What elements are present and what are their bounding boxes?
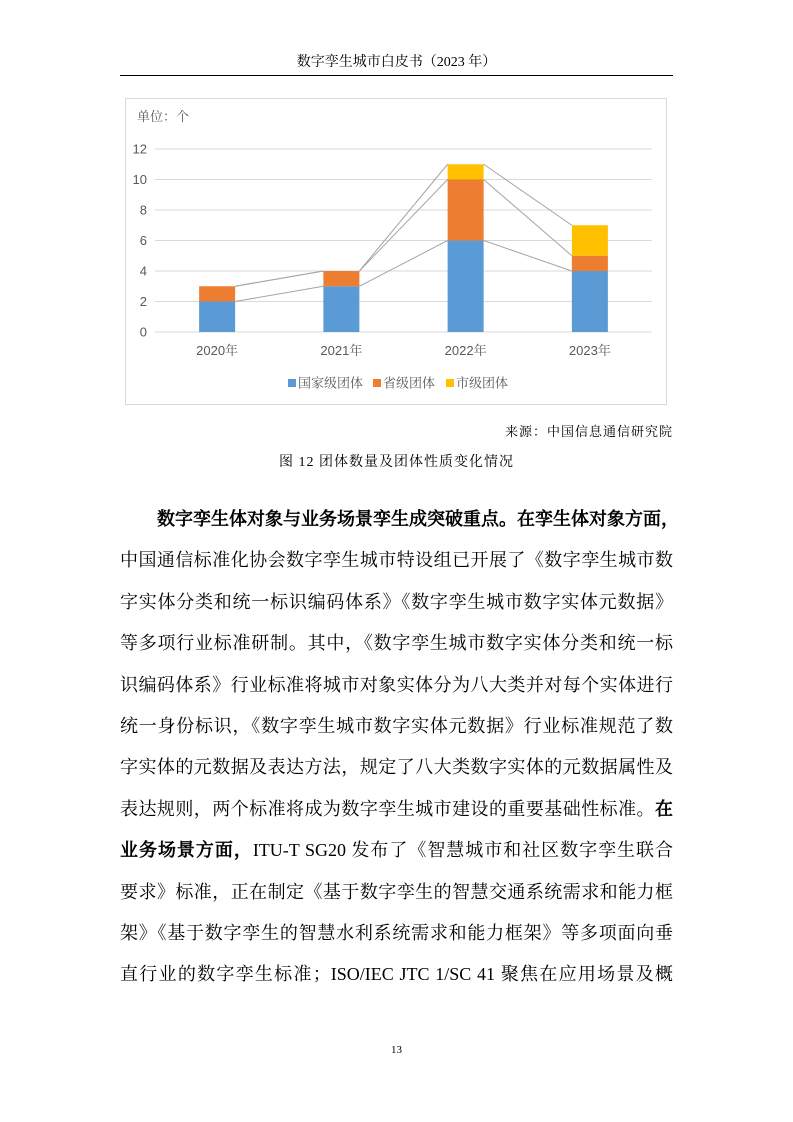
text-line [120, 665, 673, 706]
y-tick-label: 0 [139, 324, 147, 340]
y-tick-label: 8 [139, 202, 147, 218]
series-line [359, 241, 447, 287]
text-line [120, 954, 673, 995]
y-tick-label: 4 [139, 263, 147, 279]
x-tick-label: 2023年 [568, 343, 611, 358]
bars [199, 164, 608, 332]
text-span: 等多项行业标准研制。其中，《数字孪生城市数字实体分类和统一标 [120, 633, 673, 654]
series-line [359, 180, 447, 272]
bar-segment [323, 286, 359, 332]
figure-caption: 图 12 团体数量及团体性质变化情况 [279, 455, 514, 470]
text-line [120, 830, 673, 871]
text-span: ITU-T SG20 发布了《智慧城市和社区数字孪生联合 [252, 840, 673, 861]
y-tick-label: 12 [132, 141, 147, 157]
text-span: 中国通信标准化协会数字孪生城市特设组已开展了《数字孪生城市数 [120, 550, 673, 571]
series-line [235, 271, 323, 286]
legend-label-provincial: 省级团体 [383, 375, 436, 391]
bar-segment [199, 286, 235, 301]
bar-segment [323, 271, 359, 286]
bar-segment [448, 164, 484, 179]
text-line [120, 582, 673, 623]
y-tick-label: 2 [139, 294, 147, 309]
series-line [235, 286, 323, 301]
text-span: 识编码体系》行业标准将城市对象实体分为八大类并对每个实体进行 [120, 674, 673, 695]
text-span: 要求》标准，正在制定《基于数字孪生的智慧交通系统需求和能力框 [120, 881, 673, 902]
legend-label-national: 国家级团体 [298, 375, 364, 391]
text-span: 架》《基于数字孪生的智慧水利系统需求和能力框架》等多项面向垂 [120, 922, 673, 943]
chart-figure [125, 98, 667, 405]
text-line [120, 540, 673, 581]
bar-segment [448, 241, 484, 333]
text-span: 字实体分类和统一标识编码体系》《数字孪生城市数字实体元数据》 [120, 591, 673, 612]
bold-text: 数字孪生体对象与业务场景孪生成突破重点。在孪生体对象方面， [157, 509, 679, 529]
bar-segment [199, 302, 235, 333]
bold-text: 在 [655, 798, 673, 819]
series-line [359, 164, 447, 271]
figure-source: 来源：中国信息通信研究院 [504, 425, 673, 440]
text-line [120, 499, 679, 540]
running-header: 数字孪生城市白皮书（2023 年） [296, 55, 497, 70]
text-line [120, 623, 673, 664]
x-tick-label: 2022年 [444, 343, 487, 358]
series-line [484, 164, 572, 225]
legend-swatch-national [288, 379, 296, 387]
legend-label-municipal: 市级团体 [456, 375, 509, 391]
legend-swatch-municipal [446, 379, 454, 387]
bar-segment [572, 271, 608, 332]
stacked-bar-chart [126, 99, 666, 404]
bold-text: 业务场景方面， [120, 840, 253, 861]
text-line [120, 789, 673, 830]
series-lines [235, 164, 572, 301]
series-line [484, 180, 572, 256]
series-line [484, 241, 572, 272]
text-span: 表达规则，两个标准将成为数字孪生城市建设的重要基础性标准。 [120, 798, 655, 819]
chart-legend [288, 376, 508, 391]
x-tick-label: 2020年 [196, 343, 239, 358]
bar-segment [572, 225, 608, 256]
bar-segment [448, 180, 484, 241]
text-span: 直行业的数字孪生标准；ISO/IEC JTC 1/SC 41 聚焦在应用场景及概 [120, 964, 673, 985]
text-line [120, 913, 673, 954]
text-line [120, 747, 673, 788]
page-number: 13 [391, 1044, 402, 1056]
legend-swatch-provincial [373, 379, 381, 387]
x-tick-label: 2021年 [320, 343, 363, 358]
text-span: 字实体的元数据及表达方法，规定了八大类数字实体的元数据属性及 [120, 757, 673, 778]
text-line [120, 872, 673, 913]
bar-segment [572, 256, 608, 271]
text-line [120, 706, 673, 747]
text-span: 统一身份标识，《数字孪生城市数字实体元数据》行业标准规范了数 [120, 715, 673, 736]
unit-label: 单位：个 [137, 109, 190, 124]
header-rule [120, 75, 673, 76]
y-tick-label: 10 [132, 172, 147, 187]
y-tick-label: 6 [139, 233, 147, 248]
body-paragraph [120, 499, 679, 996]
